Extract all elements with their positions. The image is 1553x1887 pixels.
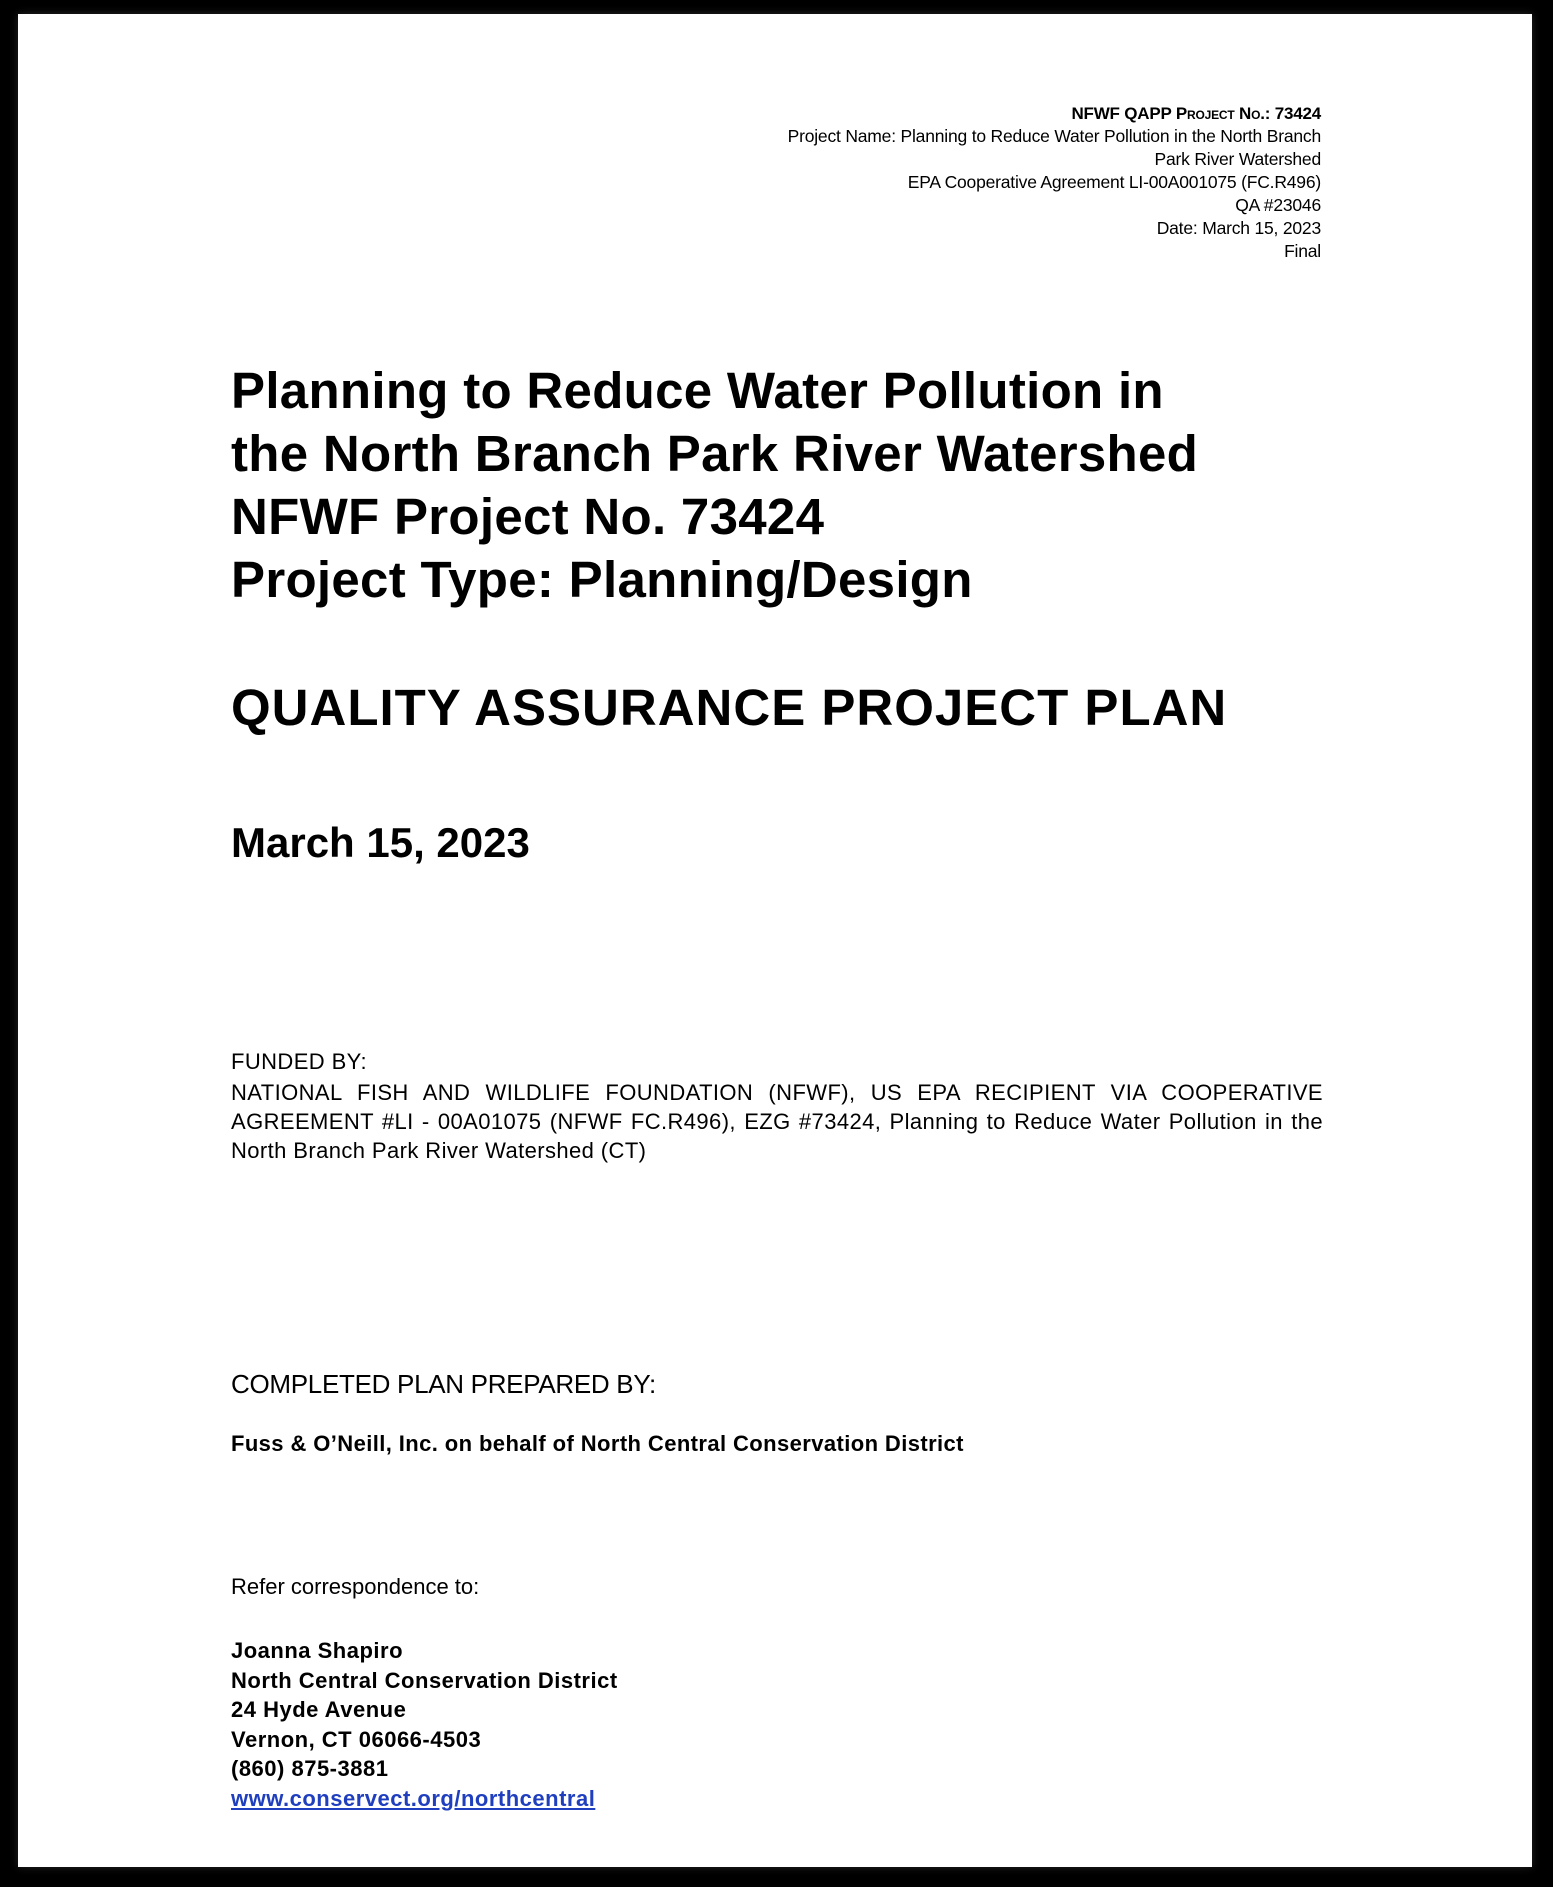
plan-title: QUALITY ASSURANCE PROJECT PLAN [231,679,1228,736]
title-line3: NFWF Project No. 73424 [231,488,825,545]
epa-agreement: EPA Cooperative Agreement LI-00A001075 (FC.R496) [907,172,1321,192]
qapp-project-number [788,102,1321,125]
prepared-by-label: COMPLETED PLAN PREPARED BY: [231,1369,656,1399]
title-line4: Project Type: Planning/Design [231,551,973,608]
correspondence-label: Refer correspondence to: [231,1574,480,1599]
title-line1: Planning to Reduce Water Pollution in [231,362,1164,419]
qapp-prefix: NFWF QAPP [1071,104,1176,123]
contact-phone: (860) 875-3881 [231,1756,389,1781]
document-header [788,102,1321,263]
document-title [231,359,1198,611]
funded-by-text: NATIONAL FISH AND WILDLIFE FOUNDATION (NFWF), US EPA RECIPIENT VIA COOPERATIVE AGREEMENT #LI - 00A01075 (NFWF FC.R496), EZG #73424, Planning to Reduce Water Pollution in the North Branch Park River Watershed (CT) [231,1080,1323,1163]
funded-by-label: FUNDED BY: [231,1049,368,1074]
contact-website-link[interactable]: www.conservect.org/northcentral [231,1785,596,1811]
project-name-line1: Project Name: Planning to Reduce Water Pollution in the North Branch [787,126,1321,146]
header-date: Date: March 15, 2023 [1156,218,1321,238]
plan-date: March 15, 2023 [231,819,530,866]
title-line2: the North Branch Park River Watershed [231,425,1199,482]
contact-block [231,1636,618,1813]
contact-organization: North Central Conservation District [231,1667,618,1693]
document-status: Final [1284,241,1321,261]
qapp-suffix: : 73424 [1264,104,1321,123]
contact-name: Joanna Shapiro [231,1638,404,1663]
document-page [18,14,1532,1867]
prepared-by-text: Fuss & O’Neill, Inc. on behalf of North Central Conservation District [231,1431,964,1456]
contact-city: Vernon, CT 06066-4503 [231,1726,482,1752]
contact-street: 24 Hyde Avenue [231,1697,407,1722]
qa-number: QA #23046 [1235,195,1321,215]
qapp-smallcaps: Project No. [1175,104,1265,123]
project-name-line2: Park River Watershed [1154,149,1321,169]
